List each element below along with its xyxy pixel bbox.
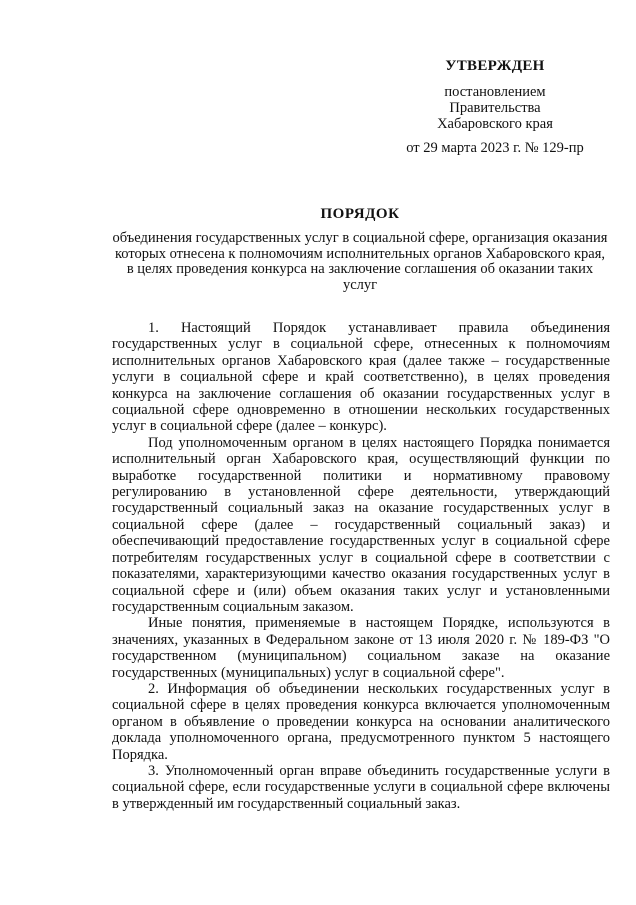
paragraph: 3. Уполномоченный орган вправе объединить государственные услуги в социальной сфере, если государственные услуги в социальной сфере включены в утвержденный им государственный социальный заказ. [112,762,610,812]
document-heading [110,206,610,293]
decree-reference: от 29 марта 2023 г. № 129-пр [406,140,584,156]
approval-line-1: постановлением [444,84,546,100]
paragraph: Под уполномоченным органом в целях настоящего Порядка понимается исполнительный орган Хабаровского края, осуществляющий функции по выработке государственной политики и нормативному правовому регулированию в установленной сфере деятельности, утверждающий государственный социальный заказ на оказание государственных услуг в социальной сфере (далее – государственный социальный заказ) и обеспечивающий предоставление государственных услуг в социальной сфере потребителям государственных услуг в социальной сфере в соответствии с показателями, характеризующими качество оказания государственных услуг в социальной сфере и (или) объем оказания таких услуг и установленными государственным социальным заказом. [112,434,610,615]
paragraph: Иные понятия, применяемые в настоящем Порядке, используются в значениях, указанных в Федеральном законе от 13 июля 2020 г. № 189-ФЗ "О государственном (муниципальном) социальном заказе на оказание государственных (муниципальных) услуг в социальной сфере". [112,615,610,681]
approval-stamp [380,58,610,156]
document-title: ПОРЯДОК [320,206,400,222]
document-body [112,320,610,812]
paragraph: 1. Настоящий Порядок устанавливает правила объединения государственных услуг в социальной сфере, отнесенных к полномочиям исполнительных органов Хабаровского края (далее также – государственные услуги в социальной сфере и край соответственно), в целях проведения конкурса на заключение соглашения об оказании государственных услуг в социальной сфере одновременно в отношении нескольких государственных услуг в социальной сфере (далее – конкурс). [112,320,610,435]
paragraph: 2. Информация об объединении нескольких государственных услуг в социальной сфере в целях проведения конкурса включается уполномоченным органом в объявление о проведении конкурса на основании аналитического доклада уполномоченного органа, предусмотренного пунктом 5 настоящего Порядка. [112,680,610,763]
approved-heading: УТВЕРЖДЕН [445,58,545,74]
document-subtitle: объединения государственных услуг в социальной сфере, организация оказания которых отнесена к полномочиям исполнительных органов Хабаровского края, в целях проведения конкурса на заключение соглашения об оказании таких услуг [112,230,608,293]
approval-line-3: Хабаровского края [437,116,553,132]
approval-line-2: Правительства [449,100,541,116]
